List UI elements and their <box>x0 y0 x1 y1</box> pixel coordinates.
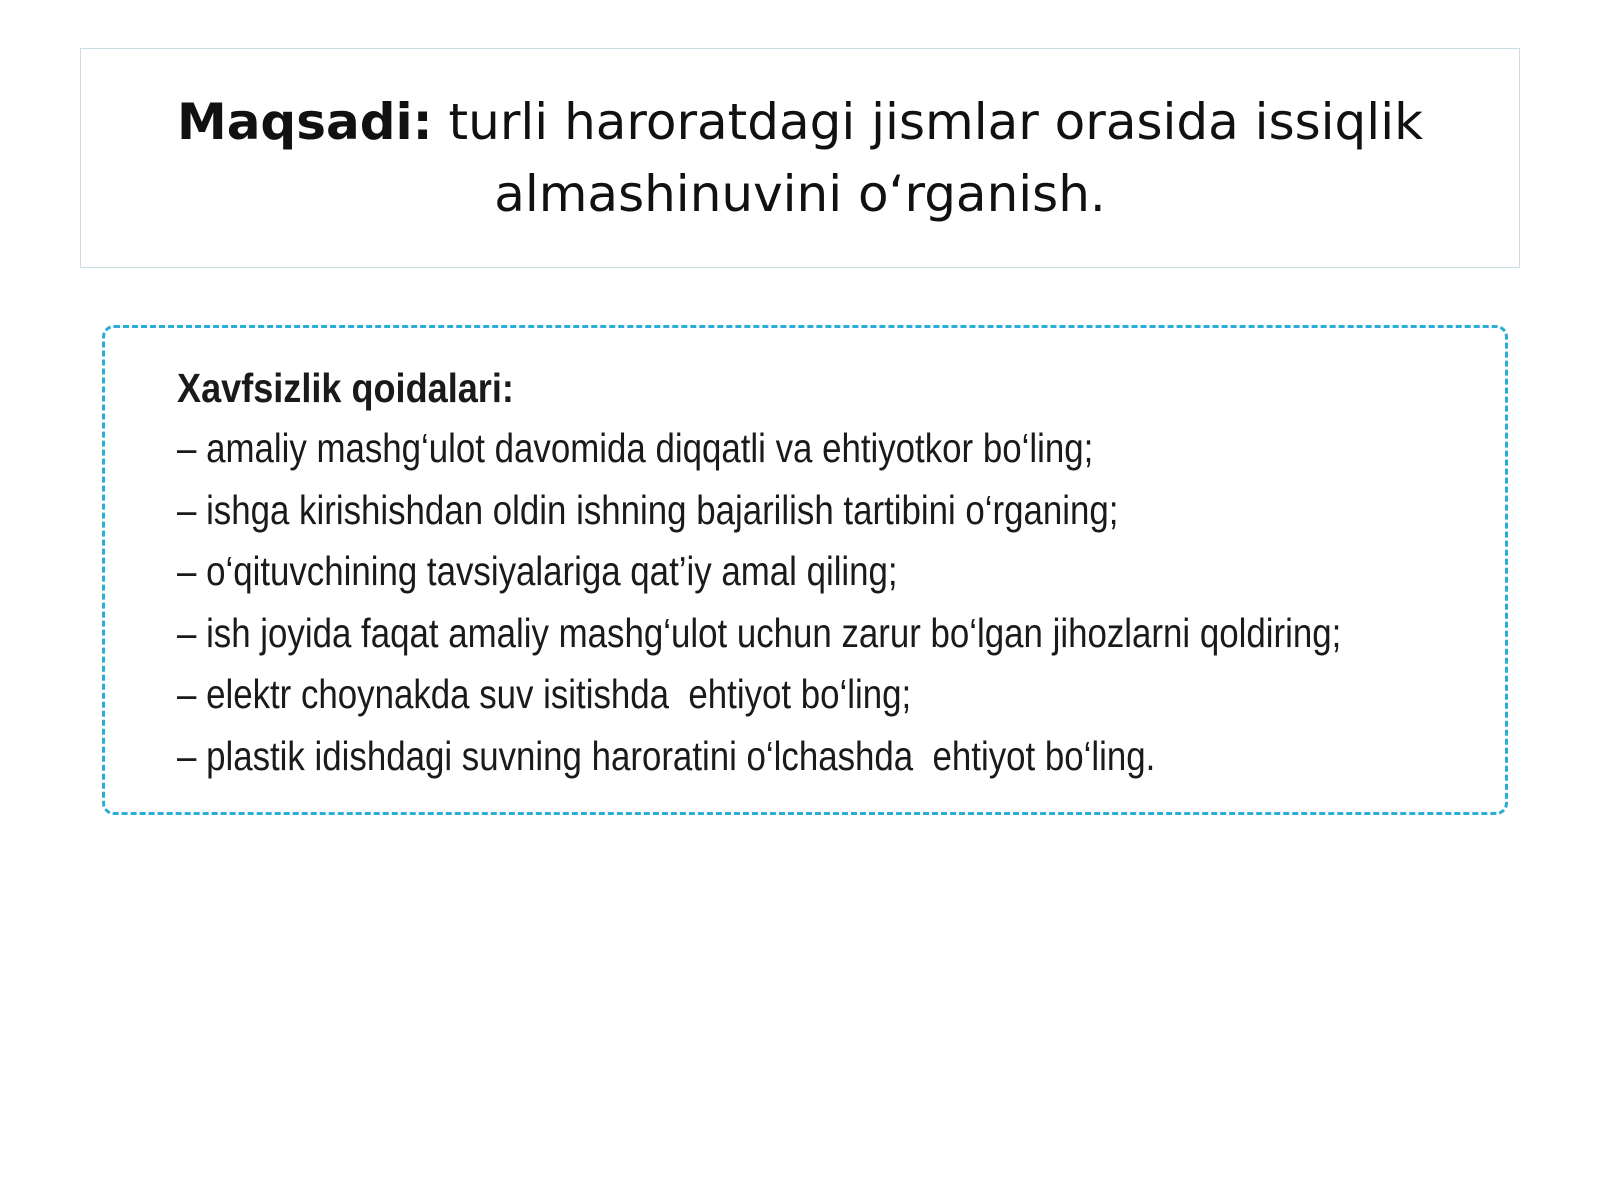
safety-rules-list <box>177 418 1547 787</box>
safety-rule-item: – elektr choynakda suv isitishda ehtiyot bo‘ling; <box>177 671 912 717</box>
aim-box <box>80 48 1520 268</box>
safety-rules-content <box>177 358 1547 787</box>
safety-rule-item: – o‘qituvchining tavsiyalariga qat’iy amal qiling; <box>177 548 898 594</box>
aim-statement <box>170 86 1430 230</box>
safety-rule-item: – ishga kirishishdan oldin ishning bajarilish tartibini o‘rganing; <box>177 486 1119 533</box>
safety-rule-item: – amaliy mashg‘ulot davomida diqqatli va ehtiyotkor bo‘ling; <box>177 425 1094 471</box>
aim-label: Maqsadi: <box>176 93 433 151</box>
safety-rules-box <box>102 325 1508 815</box>
safety-rule-item: – plastik idishdagi suvning haroratini o‘lchashda ehtiyot bo‘ling. <box>177 732 1156 779</box>
safety-rule-item: – ish joyida faqat amaliy mashg‘ulot uchun zarur bo‘lgan jihozlarni qoldiring; <box>177 609 1342 656</box>
safety-rules-title: Xavfsizlik qoidalari: <box>177 365 514 411</box>
aim-text: turli haroratdagi jismlar orasida issiqlik almashinuvini o‘rganish. <box>432 93 1424 223</box>
